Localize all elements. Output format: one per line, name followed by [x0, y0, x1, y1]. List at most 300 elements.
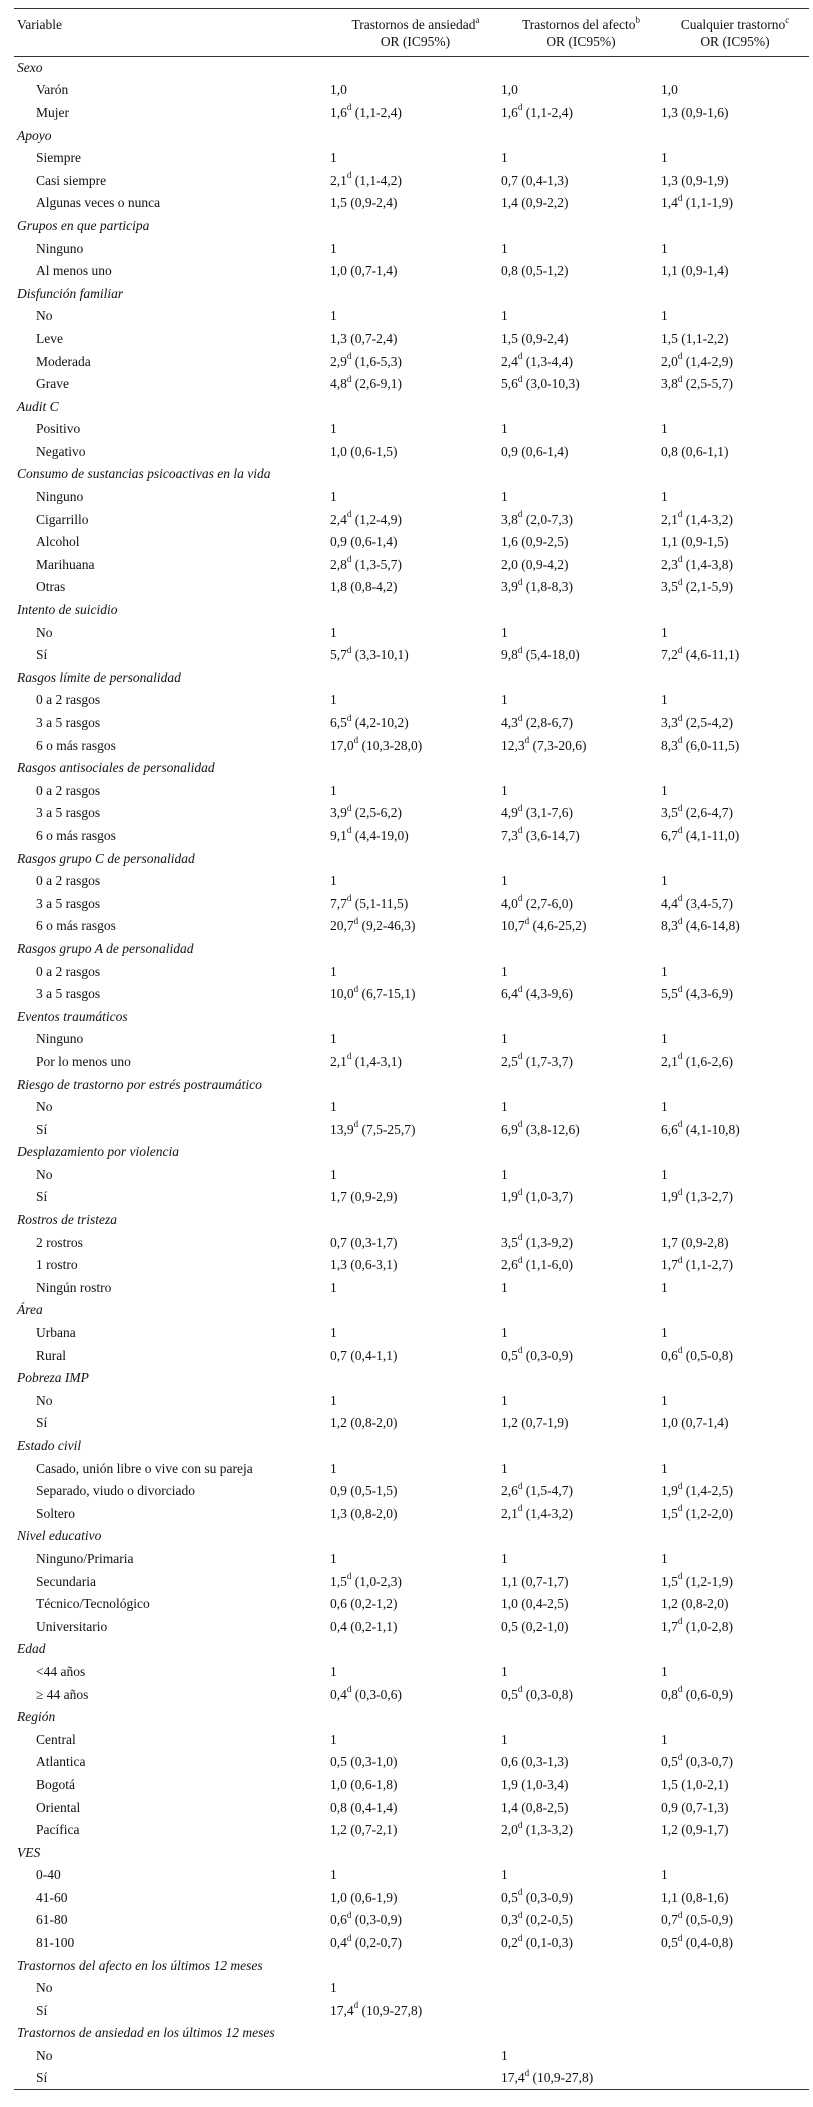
or-cell	[661, 1186, 809, 1209]
or-cell	[330, 1593, 501, 1616]
or-cell	[501, 531, 661, 554]
ci-value: (0,9-1,7)	[681, 1822, 729, 1838]
or-cell	[501, 1254, 661, 1277]
table-row	[14, 237, 809, 260]
significance-marker: d	[517, 1887, 523, 1898]
or-value: 1,4	[661, 195, 678, 211]
or-value: 1	[661, 1663, 668, 1679]
ci-value: (5,1-11,5)	[354, 895, 409, 911]
or-value: 1,0	[501, 1596, 518, 1612]
ci-value: (2,0-7,3)	[525, 511, 573, 527]
ci-value: (0,5-1,5)	[350, 1483, 398, 1499]
ci-value: (0,6-1,4)	[521, 443, 569, 459]
or-value: 2,4	[330, 511, 347, 527]
ci-value: (0,2-1,0)	[521, 1618, 569, 1634]
or-cell	[501, 1412, 661, 1435]
or-cell	[661, 373, 809, 396]
significance-marker: d	[517, 1480, 523, 1491]
or-value: 1,1	[661, 1889, 678, 1905]
ci-value: (1,4-2,9)	[685, 353, 733, 369]
table-row	[14, 1231, 809, 1254]
or-value: 1,3	[661, 172, 678, 188]
row-label: Sí	[36, 1121, 48, 1137]
or-cell	[661, 1977, 809, 2000]
or-cell	[330, 1186, 501, 1209]
ci-value: (4,3-6,9)	[685, 986, 733, 1002]
table-row	[14, 147, 809, 170]
row-label: Secundaria	[36, 1573, 96, 1589]
or-cell	[501, 1231, 661, 1254]
table-row	[14, 373, 809, 396]
or-value: 0,8	[501, 263, 518, 279]
row-label: Al menos uno	[36, 263, 112, 279]
or-value: 3,3	[661, 715, 678, 731]
or-cell	[661, 1909, 809, 1932]
table-row	[14, 1864, 809, 1887]
or-cell	[501, 1051, 661, 1074]
table-row	[14, 486, 809, 509]
or-cell	[661, 1390, 809, 1413]
or-value: 0,5	[501, 1889, 518, 1905]
significance-marker: d	[677, 1051, 683, 1062]
ci-value: (4,1-10,8)	[685, 1121, 740, 1137]
or-value: 1,5	[661, 330, 678, 346]
row-label: Siempre	[36, 150, 81, 166]
significance-marker: d	[517, 1232, 523, 1243]
section-row	[14, 395, 809, 418]
table-row	[14, 441, 809, 464]
table-row	[14, 1096, 809, 1119]
ci-value: (0,1-0,3)	[525, 1935, 573, 1951]
section-title: Sexo	[17, 60, 43, 76]
ci-value: (0,4-1,4)	[350, 1799, 398, 1815]
or-value: 1,2	[661, 1822, 678, 1838]
ci-value: (0,9-2,2)	[521, 195, 569, 211]
or-cell	[501, 1322, 661, 1345]
or-cell	[501, 102, 661, 125]
table-row	[14, 1932, 809, 1955]
or-cell	[330, 870, 501, 893]
row-label: Urbana	[36, 1325, 76, 1341]
or-value: 1	[330, 1663, 337, 1679]
row-label: No	[36, 1980, 53, 1996]
ci-value: (0,8-2,0)	[350, 1505, 398, 1521]
or-value: 1	[330, 624, 337, 640]
significance-marker: d	[677, 802, 683, 813]
or-cell	[330, 1977, 501, 2000]
section-title: Nivel educativo	[17, 1528, 102, 1544]
ci-value: (0,3-0,8)	[525, 1686, 573, 1702]
or-cell	[330, 1412, 501, 1435]
or-value: 1	[330, 1980, 337, 1996]
or-cell	[330, 825, 501, 848]
significance-marker: d	[517, 712, 523, 723]
or-cell	[501, 960, 661, 983]
ci-value: (10,3-28,0)	[361, 737, 423, 753]
or-value: 1	[501, 1325, 508, 1341]
table-header	[14, 9, 809, 57]
ci-value: (1,1-6,0)	[525, 1257, 573, 1273]
or-cell	[330, 102, 501, 125]
or-value: 2,1	[501, 1505, 518, 1521]
or-value: 1	[501, 624, 508, 640]
or-cell	[330, 2045, 501, 2068]
or-cell	[501, 1390, 661, 1413]
significance-marker: d	[677, 554, 683, 565]
row-label: Varón	[36, 82, 69, 98]
or-value: 1,7	[661, 1234, 678, 1250]
or-value: 3,8	[501, 511, 518, 527]
or-value: 2,9	[330, 353, 347, 369]
or-cell	[661, 260, 809, 283]
ci-value: (1,4-2,5)	[685, 1483, 733, 1499]
table-row	[14, 1977, 809, 2000]
ci-value: (1,7-3,7)	[525, 1053, 573, 1069]
significance-marker: d	[517, 1932, 523, 1943]
row-label: Moderada	[36, 353, 91, 369]
significance-marker: d	[677, 983, 683, 994]
significance-marker: d	[346, 893, 352, 904]
ci-value: (0,7-1,7)	[521, 1573, 569, 1589]
row-label: Soltero	[36, 1505, 75, 1521]
table-row	[14, 1412, 809, 1435]
or-value: 2,6	[501, 1257, 518, 1273]
or-value: 1,3	[661, 104, 678, 120]
table-row	[14, 79, 809, 102]
or-cell	[501, 1887, 661, 1910]
or-cell	[661, 825, 809, 848]
or-cell	[330, 260, 501, 283]
or-cell	[661, 350, 809, 373]
or-cell	[330, 1683, 501, 1706]
ci-value: (1,6-5,3)	[354, 353, 402, 369]
ci-value: (0,2-0,5)	[525, 1912, 573, 1928]
section-row	[14, 2022, 809, 2045]
or-cell	[330, 1661, 501, 1684]
or-cell	[661, 689, 809, 712]
table-row	[14, 1661, 809, 1684]
table-row	[14, 870, 809, 893]
ci-value: (1,1-1,9)	[685, 195, 733, 211]
or-value: 1	[661, 1166, 668, 1182]
or-cell	[330, 1909, 501, 1932]
ci-value: (1,0-3,4)	[521, 1776, 569, 1792]
significance-marker: d	[517, 1684, 523, 1695]
or-cell	[330, 1751, 501, 1774]
ci-value: (1,8-8,3)	[525, 579, 573, 595]
table-row	[14, 554, 809, 577]
significance-marker: d	[517, 1254, 523, 1265]
or-cell	[661, 79, 809, 102]
or-value: 1	[501, 2048, 508, 2064]
or-cell	[330, 1164, 501, 1187]
table-row	[14, 1322, 809, 1345]
row-label: Grave	[36, 376, 69, 392]
or-value: 1	[330, 150, 337, 166]
or-cell	[661, 1231, 809, 1254]
or-value: 5,7	[330, 647, 347, 663]
or-cell	[661, 486, 809, 509]
significance-marker: d	[346, 102, 352, 113]
section-title: Desplazamiento por violencia	[17, 1144, 179, 1160]
header-any-sub: OR (IC95%)	[700, 34, 770, 49]
ci-value: (1,4-3,8)	[685, 556, 733, 572]
table-row	[14, 983, 809, 1006]
table-row	[14, 1186, 809, 1209]
row-label: No	[36, 1392, 53, 1408]
row-label: 1 rostro	[36, 1257, 78, 1273]
or-value: 0,6	[661, 1347, 678, 1363]
row-label: Casi siempre	[36, 172, 107, 188]
or-value: 5,6	[501, 376, 518, 392]
row-label: Técnico/Tecnológico	[36, 1596, 150, 1612]
or-value: 9,8	[501, 647, 518, 663]
or-cell	[501, 983, 661, 1006]
section-title: Pobreza IMP	[17, 1370, 89, 1386]
or-cell	[330, 237, 501, 260]
ci-value: (4,6-11,1)	[685, 647, 740, 663]
ci-value: (1,1-2,4)	[525, 104, 573, 120]
or-cell	[330, 1548, 501, 1571]
row-label: No	[36, 624, 53, 640]
ci-value: (10,9-27,8)	[361, 2002, 423, 2018]
ci-value: (3,4-5,7)	[685, 895, 733, 911]
or-value: 0,2	[501, 1935, 518, 1951]
or-value: 0,4	[330, 1686, 347, 1702]
or-cell	[501, 2045, 661, 2068]
or-table-container	[14, 8, 809, 2090]
or-cell	[661, 1751, 809, 1774]
or-cell	[501, 802, 661, 825]
or-value: 1,0	[330, 443, 347, 459]
or-value: 1,5	[501, 330, 518, 346]
ci-value: (1,4-3,1)	[354, 1053, 402, 1069]
ci-value: (2,5-4,2)	[685, 715, 733, 731]
or-value: 1	[501, 421, 508, 437]
section-row	[14, 124, 809, 147]
or-cell	[501, 79, 661, 102]
or-cell	[501, 1728, 661, 1751]
or-value: 1,7	[330, 1189, 347, 1205]
ci-value: (0,7-1,3)	[681, 1799, 729, 1815]
ci-value: (0,3-0,6)	[354, 1686, 402, 1702]
or-cell	[661, 1096, 809, 1119]
significance-marker: d	[346, 644, 352, 655]
row-label: Atlantica	[36, 1754, 86, 1770]
or-value: 1	[330, 1031, 337, 1047]
or-cell	[661, 1683, 809, 1706]
or-value: 0,3	[501, 1912, 518, 1928]
ci-value: (4,6-14,8)	[685, 918, 740, 934]
or-cell	[330, 915, 501, 938]
table-row	[14, 2045, 809, 2068]
or-value: 1	[330, 489, 337, 505]
table-row	[14, 305, 809, 328]
section-row	[14, 1525, 809, 1548]
or-cell	[501, 147, 661, 170]
or-value: 2,0	[501, 556, 518, 572]
significance-marker: d	[517, 1345, 523, 1356]
ci-value: (1,2-2,0)	[685, 1505, 733, 1521]
section-title: Intento de suicidio	[17, 602, 118, 618]
significance-marker: d	[346, 351, 352, 362]
section-row	[14, 847, 809, 870]
significance-marker: d	[346, 1909, 352, 1920]
significance-marker: d	[517, 1119, 523, 1130]
significance-marker: d	[677, 915, 683, 926]
or-value: 0,7	[661, 1912, 678, 1928]
significance-marker: d	[677, 351, 683, 362]
significance-marker: d	[677, 576, 683, 587]
row-label: Pacífica	[36, 1822, 80, 1838]
ci-value: (7,3-20,6)	[532, 737, 587, 753]
or-cell	[330, 192, 501, 215]
or-value: 1	[330, 421, 337, 437]
table-row	[14, 1503, 809, 1526]
row-label: 3 a 5 rasgos	[36, 805, 101, 821]
or-cell	[330, 960, 501, 983]
row-label: Sí	[36, 647, 48, 663]
ci-value: (0,9-2,9)	[350, 1189, 398, 1205]
or-cell	[501, 1751, 661, 1774]
ci-value: (2,6-4,7)	[685, 805, 733, 821]
ci-value: (0,9-2,4)	[350, 195, 398, 211]
or-cell	[330, 1932, 501, 1955]
ci-value: (0,2-0,7)	[354, 1935, 402, 1951]
or-cell	[501, 554, 661, 577]
or-value: 2,0	[501, 1822, 518, 1838]
ci-value: (0,4-0,8)	[685, 1935, 733, 1951]
or-cell	[330, 1277, 501, 1300]
ci-value: (0,8-1,6)	[681, 1889, 729, 1905]
or-value: 1	[661, 489, 668, 505]
or-value: 1,2	[501, 1415, 518, 1431]
ci-value: (0,6-0,9)	[685, 1686, 733, 1702]
section-row	[14, 938, 809, 961]
or-value: 1,3	[330, 330, 347, 346]
or-value: 2,1	[330, 1053, 347, 1069]
table-row	[14, 2067, 809, 2090]
row-label: Sí	[36, 1189, 48, 1205]
significance-marker: d	[517, 983, 523, 994]
table-row	[14, 1480, 809, 1503]
section-title: Audit C	[17, 398, 59, 414]
table-body	[14, 57, 809, 2090]
or-value: 9,1	[330, 827, 347, 843]
table-row	[14, 1570, 809, 1593]
section-row	[14, 1299, 809, 1322]
or-cell	[501, 305, 661, 328]
or-cell	[501, 576, 661, 599]
ci-value: (1,3-3,2)	[525, 1822, 573, 1838]
or-value: 1	[330, 782, 337, 798]
or-cell	[501, 1344, 661, 1367]
or-cell	[501, 373, 661, 396]
or-value: 3,5	[501, 1234, 518, 1250]
row-label: 0 a 2 rasgos	[36, 963, 101, 979]
or-cell	[501, 689, 661, 712]
row-label: Sí	[36, 1415, 48, 1431]
or-cell	[661, 802, 809, 825]
section-row	[14, 1638, 809, 1661]
ci-value: (4,3-9,6)	[525, 986, 573, 1002]
or-value: 1	[330, 1460, 337, 1476]
row-label: Ninguno	[36, 1031, 84, 1047]
significance-marker: d	[677, 373, 683, 384]
row-label: Algunas veces o nunca	[36, 195, 161, 211]
or-cell	[501, 1503, 661, 1526]
or-cell	[330, 169, 501, 192]
header-anxiety-title: Trastornos de ansiedad	[351, 17, 476, 32]
significance-marker: d	[353, 983, 359, 994]
row-label: Mujer	[36, 104, 69, 120]
or-value: 1	[501, 1460, 508, 1476]
section-row	[14, 282, 809, 305]
significance-marker: d	[346, 1932, 352, 1943]
ci-value: (0,9-2,5)	[521, 534, 569, 550]
or-value: 7,3	[501, 827, 518, 843]
significance-marker: d	[677, 735, 683, 746]
or-value: 1,2	[330, 1822, 347, 1838]
ci-value: (1,0-3,7)	[525, 1189, 573, 1205]
or-cell	[661, 554, 809, 577]
or-cell	[661, 780, 809, 803]
or-value: 6,7	[661, 827, 678, 843]
or-value: 4,8	[330, 376, 347, 392]
or-cell	[661, 1728, 809, 1751]
or-cell	[661, 1548, 809, 1571]
or-cell	[661, 1277, 809, 1300]
or-value: 1,9	[501, 1189, 518, 1205]
or-cell	[661, 1570, 809, 1593]
or-value: 1,4	[501, 195, 518, 211]
table-row	[14, 1909, 809, 1932]
or-value: 1	[501, 1731, 508, 1747]
or-value: 1,0	[330, 1776, 347, 1792]
row-label: Central	[36, 1731, 76, 1747]
section-row	[14, 1435, 809, 1458]
ci-value: (4,2-10,2)	[354, 715, 409, 731]
or-cell	[330, 1728, 501, 1751]
or-value: 4,4	[661, 895, 678, 911]
table-row	[14, 915, 809, 938]
or-value: 1	[501, 1550, 508, 1566]
or-cell	[330, 644, 501, 667]
or-cell	[661, 1254, 809, 1277]
ci-value: (1,4-3,2)	[525, 1505, 573, 1521]
significance-marker: d	[346, 1684, 352, 1695]
or-cell	[330, 734, 501, 757]
row-label: 0 a 2 rasgos	[36, 692, 101, 708]
or-cell	[661, 305, 809, 328]
ci-value: (0,8-2,0)	[350, 1415, 398, 1431]
table-row	[14, 1593, 809, 1616]
or-cell	[501, 712, 661, 735]
ci-value: (0,4-1,1)	[350, 1347, 398, 1363]
table-row	[14, 1774, 809, 1797]
section-title: Eventos traumáticos	[17, 1008, 128, 1024]
or-value: 1	[661, 1731, 668, 1747]
section-row	[14, 757, 809, 780]
or-value: 1	[330, 1392, 337, 1408]
ci-value: (1,2-1,9)	[685, 1573, 733, 1589]
or-cell	[661, 1164, 809, 1187]
significance-marker: d	[677, 644, 683, 655]
or-cell	[501, 192, 661, 215]
row-label: Sí	[36, 2002, 48, 2018]
ci-value: (0,6-1,1)	[681, 443, 729, 459]
or-cell	[661, 1819, 809, 1842]
